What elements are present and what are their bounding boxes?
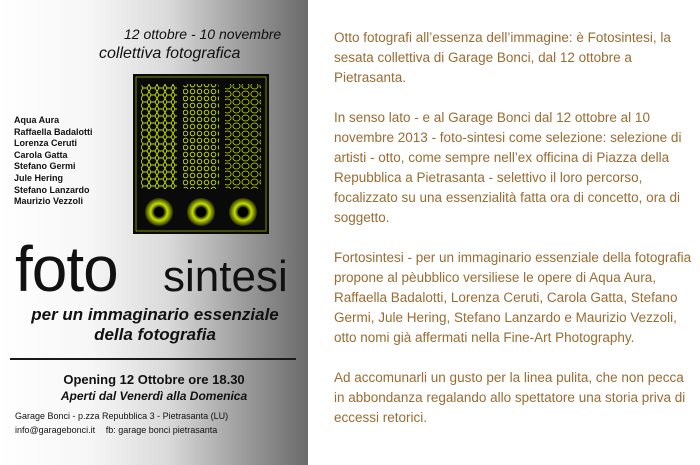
event-poster bbox=[0, 0, 308, 465]
article-paragraph: Ad accomunarli un gusto per la linea pulita, che non pecca in abbondanza regalando allo spettatore una storia priva di eccessi retorici. bbox=[334, 370, 686, 425]
artist-name: Carola Gatta bbox=[14, 149, 68, 160]
artist-name: Lorenza Ceruti bbox=[14, 138, 78, 149]
artist-name: Maurizio Vezzoli bbox=[14, 196, 84, 207]
artwork-panel-3 bbox=[225, 84, 261, 189]
poster-dates: 12 ottobre - 10 novembre bbox=[124, 26, 282, 42]
artist-name: Raffaella Badalotti bbox=[14, 126, 93, 137]
article-text bbox=[334, 28, 694, 448]
artist-name: Stefano Germi bbox=[14, 161, 76, 172]
artist-name: Aqua Aura bbox=[14, 115, 60, 125]
divider bbox=[10, 358, 296, 360]
artwork-panel-1 bbox=[141, 84, 177, 189]
venue-address: Garage Bonci - p.zza Repubblica 3 - Pietrasanta (LU) bbox=[15, 411, 229, 421]
fotosintesi-logo bbox=[15, 233, 305, 315]
artwork-panels-image bbox=[133, 74, 269, 234]
poster-tagline bbox=[10, 305, 300, 345]
artwork-panel-2 bbox=[183, 84, 219, 189]
tagline-line-2: della fotografia bbox=[94, 325, 216, 344]
article-paragraph: Fortosintesi - per un immaginario essenziale della fotografia propone al pèubblico versiliese le opere di Aqua Aura, Raffaella Badalotti, Lorenza Ceruti, Carola Gatta, Stefano Germi, Jule Hering, Stefano Lanzardo e Maurizio Vezzoli, otto nomi già affermati nella Fine-Art Photography. bbox=[334, 250, 692, 345]
article-paragraph: In senso lato - e al Garage Bonci dal 12 ottobre al 10 novembre 2013 - foto-sintesi come selezione: selezione di artisti - otto, come sempre nell’ex officina di Piazza della Repubblica a Pietrasanta - selettivo il loro percorso, focalizzato su una essenzialità fatta ora di concetto, ora di soggetto. bbox=[334, 110, 682, 225]
poster-event-type: collettiva fotografica bbox=[99, 45, 241, 62]
artist-list bbox=[14, 115, 124, 208]
tagline-line-1: per un immaginario essenziale bbox=[31, 305, 279, 324]
opening-hours: Aperti dal Venerdì alla Domenica bbox=[60, 389, 248, 403]
article-paragraph: Otto fotografi all’essenza dell’immagine: è Fotosintesi, la sesata collettiva di Garage Bonci, dal 12 ottobre a Pietrasanta. bbox=[334, 30, 671, 85]
artist-name: Jule Hering bbox=[14, 172, 64, 183]
facebook-handle: fb: garage bonci pietrasanta bbox=[105, 425, 218, 435]
logo-text-foto: foto bbox=[15, 233, 118, 305]
opening-info: Opening 12 Ottobre ore 18.30 bbox=[63, 372, 245, 387]
logo-text-sintesi: sintesi bbox=[163, 252, 288, 301]
contact-line bbox=[15, 425, 305, 435]
artist-name: Stefano Lanzardo bbox=[14, 184, 90, 195]
email-address: info@garagebonci.it bbox=[15, 425, 96, 435]
